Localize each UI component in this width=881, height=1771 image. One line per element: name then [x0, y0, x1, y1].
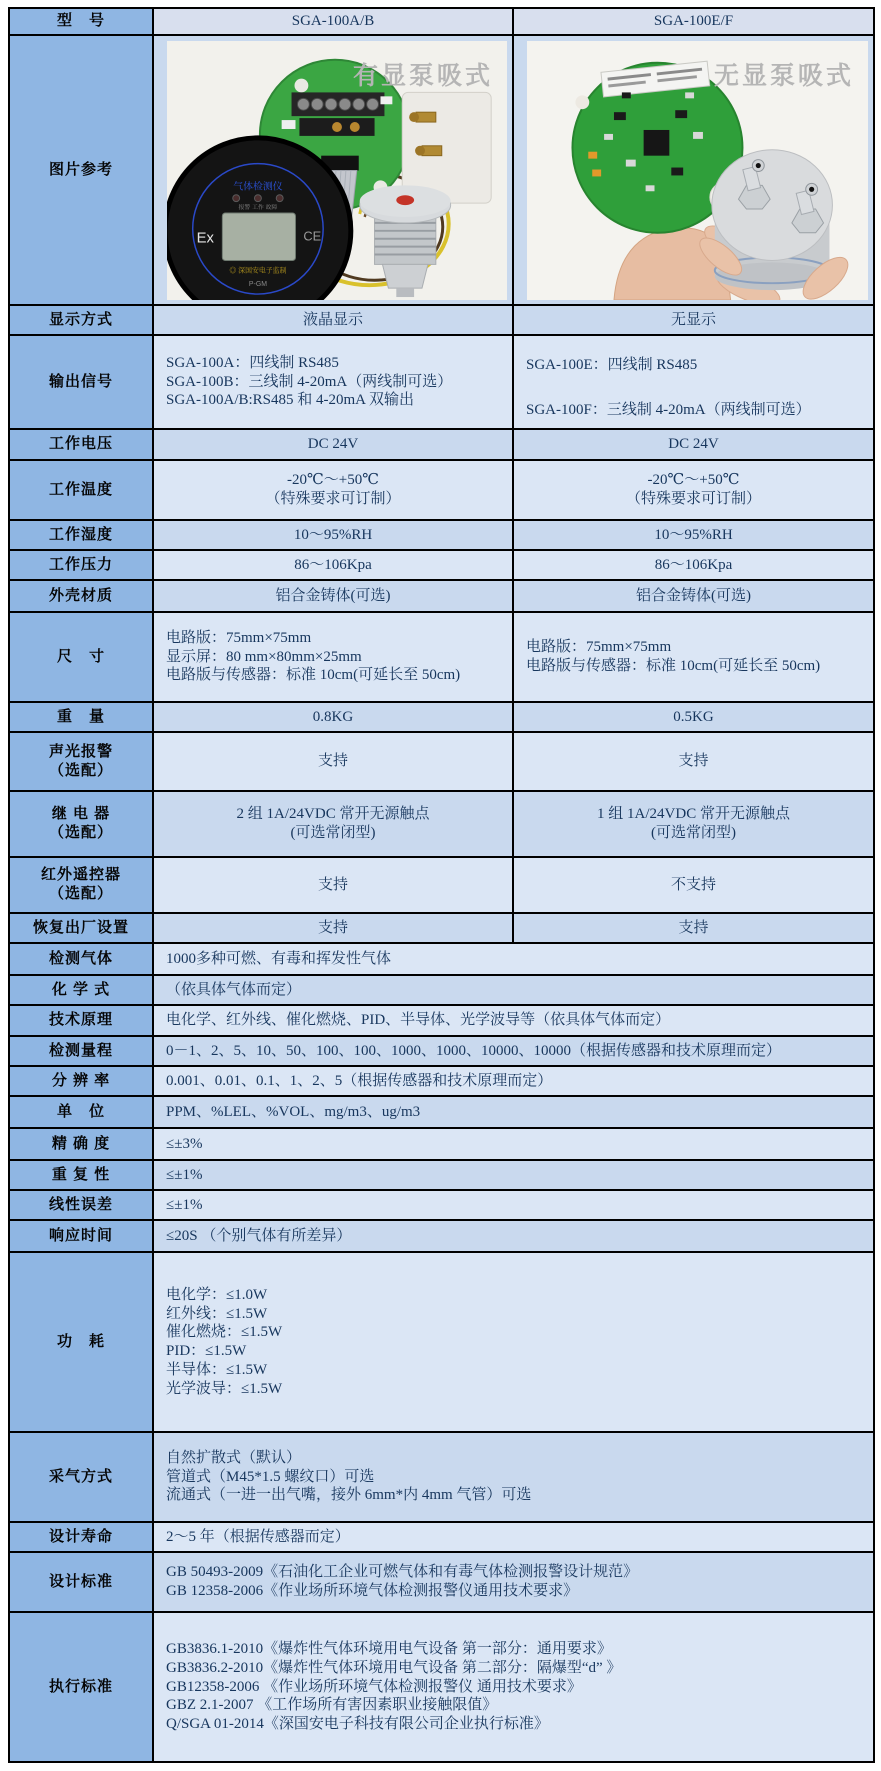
resolution-label: 分 辨 率 [9, 1066, 153, 1096]
output-label: 输出信号 [9, 335, 153, 429]
humidity-a: 10～95%RH [153, 520, 513, 550]
power-line3: 催化燃烧：≤1.5W [166, 1324, 283, 1341]
model-a: SGA-100A/B [153, 8, 513, 35]
svg-text:报警 工作 故障: 报警 工作 故障 [238, 205, 278, 212]
range-value: 0－1、2、5、10、50、100、100、1000、1000、10000、10000（根据传感器和技术原理而定） [153, 1036, 874, 1066]
formula-label: 化 学 式 [9, 975, 153, 1005]
temp-label: 工作温度 [9, 460, 153, 520]
row-design-life [9, 1522, 874, 1552]
pressure-a: 86～106Kpa [153, 550, 513, 580]
principle-label: 技术原理 [9, 1005, 153, 1036]
weight-label: 重 量 [9, 702, 153, 732]
range-label: 检测量程 [9, 1036, 153, 1066]
reset-a: 支持 [153, 913, 513, 943]
output-b [513, 335, 874, 429]
row-size [9, 612, 874, 702]
row-av-alarm [9, 732, 874, 791]
humidity-b: 10～95%RH [513, 520, 874, 550]
display-b: 无显示 [513, 305, 874, 335]
relay-label [9, 791, 153, 857]
design-std-line1: GB 50493-2009《石油化工企业可燃气体和有毒气体检测报警设计规范》 [166, 1564, 639, 1581]
row-range [9, 1036, 874, 1066]
row-linearity [9, 1190, 874, 1220]
row-repeatability [9, 1160, 874, 1190]
watermark-unpumped: 无显泵吸式 [713, 62, 854, 90]
shell-b: 铝合金铸体(可选) [513, 580, 874, 612]
voltage-b: DC 24V [513, 429, 874, 460]
accuracy-label: 精 确 度 [9, 1128, 153, 1160]
row-shell-material [9, 580, 874, 612]
life-value: 2～5 年（根据传感器而定） [153, 1522, 874, 1552]
weight-b: 0.5KG [513, 702, 874, 732]
exec-std-line2: GB3836.2-2010《爆炸性气体环境用电气设备 第二部分：隔爆型“d” 》 [166, 1659, 622, 1676]
size-a-line2: 显示屏：80 mm×80mm×25mm [166, 648, 362, 665]
row-sampling-method [9, 1432, 874, 1522]
row-target-gas [9, 943, 874, 975]
row-weight [9, 702, 874, 732]
accuracy-value: ≤±3% [153, 1128, 874, 1160]
life-label: 设计寿命 [9, 1522, 153, 1552]
temp-a-line2: （特殊要求可订制） [265, 491, 401, 507]
row-power-consumption [9, 1252, 874, 1432]
exec-std-line4: GBZ 2.1-2007 《工作场所有害因素职业接触限值》 [166, 1697, 498, 1714]
temp-b-line2: （特殊要求可订制） [625, 491, 761, 507]
voltage-label: 工作电压 [9, 429, 153, 460]
row-humidity [9, 520, 874, 550]
model-b: SGA-100E/F [513, 8, 874, 35]
svg-text:P-GM: P-GM [248, 281, 267, 289]
power-line2: 红外线：≤1.5W [166, 1305, 268, 1322]
repeatability-label: 重 复 性 [9, 1160, 153, 1190]
size-b-line1: 电路版：75mm×75mm [526, 639, 672, 656]
row-chemical-formula [9, 975, 874, 1005]
row-photos [9, 35, 874, 305]
size-b-line2: 电路版与传感器：标准 10cm(可延长至 50cm) [526, 658, 821, 674]
exec-std-line3: GB12358-2006 《作业场所环境气体检测报警仪 通用技术要求》 [166, 1678, 582, 1695]
row-response-time [9, 1220, 874, 1252]
size-a-line1: 电路版：75mm×75mm [166, 629, 312, 646]
resolution-value: 0.001、0.01、0.1、1、2、5（根据传感器和技术原理而定） [153, 1066, 874, 1096]
row-resolution [9, 1066, 874, 1096]
shell-label: 外壳材质 [9, 580, 153, 612]
size-a-line3: 电路版与传感器：标准 10cm(可延长至 50cm) [166, 667, 461, 684]
watermark-pumped: 有显泵吸式 [352, 62, 493, 90]
power-line6: 光学波导：≤1.5W [166, 1380, 283, 1397]
lcd-detector-head [167, 138, 351, 300]
row-design-standard [9, 1552, 874, 1612]
display-a: 液晶显示 [153, 305, 513, 335]
product-photo-sga100ab [167, 41, 507, 300]
temp-b [513, 460, 874, 520]
relay-b-line1: 1 组 1A/24VDC 常开无源触点 [597, 806, 790, 823]
size-a [153, 612, 513, 702]
exec-std-line5: Q/SGA 01-2014《深国安电子科技有限公司企业执行标准》 [166, 1716, 549, 1733]
row-display-mode [9, 305, 874, 335]
photo-cell-a [153, 35, 513, 305]
power-line5: 半导体：≤1.5W [166, 1361, 268, 1378]
relay-a-line2: (可选常闭型) [290, 825, 376, 841]
alarm-label-line1: 声光报警 [48, 742, 113, 760]
svg-text:Ex: Ex [196, 230, 214, 247]
linearity-value: ≤±1% [153, 1190, 874, 1220]
row-exec-standard [9, 1612, 874, 1762]
remote-label [9, 857, 153, 913]
row-unit [9, 1096, 874, 1128]
row-accuracy [9, 1128, 874, 1160]
sampling-line3: 流通式（一进一出气嘴，接外 6mm*内 4mm 气管）可选 [166, 1487, 532, 1504]
row-temperature [9, 460, 874, 520]
power-line1: 电化学：≤1.0W [166, 1286, 268, 1303]
sampling-label: 采气方式 [9, 1432, 153, 1522]
sampling-value [153, 1432, 874, 1522]
alarm-b: 支持 [513, 732, 874, 791]
output-a-line1: SGA-100A：四线制 RS485 [166, 354, 339, 371]
model-label: 型 号 [9, 8, 153, 35]
pressure-b: 86～106Kpa [513, 550, 874, 580]
pressure-label: 工作压力 [9, 550, 153, 580]
size-label: 尺 寸 [9, 612, 153, 702]
svg-text:CE: CE [303, 228, 322, 244]
photo-cell-b [513, 35, 874, 305]
spec-table [8, 7, 875, 1763]
temp-a [153, 460, 513, 520]
sampling-line1: 自然扩散式（默认） [166, 1449, 302, 1466]
design-std-line2: GB 12358-2006《作业场所环境气体检测报警仪通用技术要求》 [166, 1583, 579, 1599]
display-label: 显示方式 [9, 305, 153, 335]
output-b-line2: SGA-100F：三线制 4-20mA（两线制可选） [526, 402, 811, 418]
relay-a-line1: 2 组 1A/24VDC 常开无源触点 [236, 806, 430, 823]
sampling-line2: 管道式（M45*1.5 螺纹口）可选 [166, 1468, 375, 1485]
unit-label: 单 位 [9, 1096, 153, 1128]
response-label: 响应时间 [9, 1220, 153, 1252]
size-b [513, 612, 874, 702]
repeatability-value: ≤±1% [153, 1160, 874, 1190]
product-photo-sga100ef [527, 41, 868, 300]
row-ir-remote [9, 857, 874, 913]
exec-std-label: 执行标准 [9, 1612, 153, 1762]
power-label: 功 耗 [9, 1252, 153, 1432]
alarm-label [9, 732, 153, 791]
row-pressure [9, 550, 874, 580]
response-value: ≤20S （个别气体有所差异） [153, 1220, 874, 1252]
power-value [153, 1252, 874, 1432]
remote-b: 不支持 [513, 857, 874, 913]
svg-text:气体检测仪: 气体检测仪 [233, 181, 283, 193]
output-b-line1: SGA-100E：四线制 RS485 [526, 357, 698, 374]
power-line4: PID：≤1.5W [166, 1343, 247, 1359]
exec-std-value [153, 1612, 874, 1762]
principle-value: 电化学、红外线、催化燃烧、PID、半导体、光学波导等（依具体气体而定） [153, 1005, 874, 1036]
reset-label: 恢复出厂设置 [9, 913, 153, 943]
row-relay [9, 791, 874, 857]
alarm-a: 支持 [153, 732, 513, 791]
svg-text:◎ 深国安电子监制: ◎ 深国安电子监制 [229, 267, 287, 275]
row-output-signal [9, 335, 874, 429]
temp-a-line1: -20℃～+50℃ [286, 472, 379, 489]
relay-b [513, 791, 874, 857]
temp-b-line1: -20℃～+50℃ [647, 472, 740, 489]
relay-label-line1: 继 电 器 [51, 805, 111, 823]
relay-a [153, 791, 513, 857]
row-voltage [9, 429, 874, 460]
relay-b-line2: (可选常闭型) [651, 825, 736, 841]
output-a [153, 335, 513, 429]
unit-value: PPM、%LEL、%VOL、mg/m3、ug/m3 [153, 1096, 874, 1128]
formula-value: （依具体气体而定） [153, 975, 874, 1005]
shell-a: 铝合金铸体(可选) [153, 580, 513, 612]
row-model [9, 8, 874, 35]
humidity-label: 工作湿度 [9, 520, 153, 550]
output-a-line3: SGA-100A/B:RS485 和 4-20mA 双输出 [166, 392, 414, 409]
output-a-line2: SGA-100B：三线制 4-20mA（两线制可选） [166, 373, 453, 390]
alarm-label-line2: （选配） [48, 761, 113, 779]
design-std-value [153, 1552, 874, 1612]
row-factory-reset [9, 913, 874, 943]
row-principle [9, 1005, 874, 1036]
weight-a: 0.8KG [153, 702, 513, 732]
voltage-a: DC 24V [153, 429, 513, 460]
design-std-label: 设计标准 [9, 1552, 153, 1612]
reset-b: 支持 [513, 913, 874, 943]
exec-std-line1: GB3836.1-2010《爆炸性气体环境用电气设备 第一部分：通用要求》 [166, 1641, 612, 1658]
photos-label: 图片参考 [9, 35, 153, 305]
linearity-label: 线性误差 [9, 1190, 153, 1220]
gas-value: 1000多种可燃、有毒和挥发性气体 [153, 943, 874, 975]
gas-label: 检测气体 [9, 943, 153, 975]
remote-a: 支持 [153, 857, 513, 913]
remote-label-line2: （选配） [48, 885, 113, 902]
relay-label-line2: （选配） [48, 824, 113, 841]
remote-label-line1: 红外遥控器 [40, 866, 121, 884]
